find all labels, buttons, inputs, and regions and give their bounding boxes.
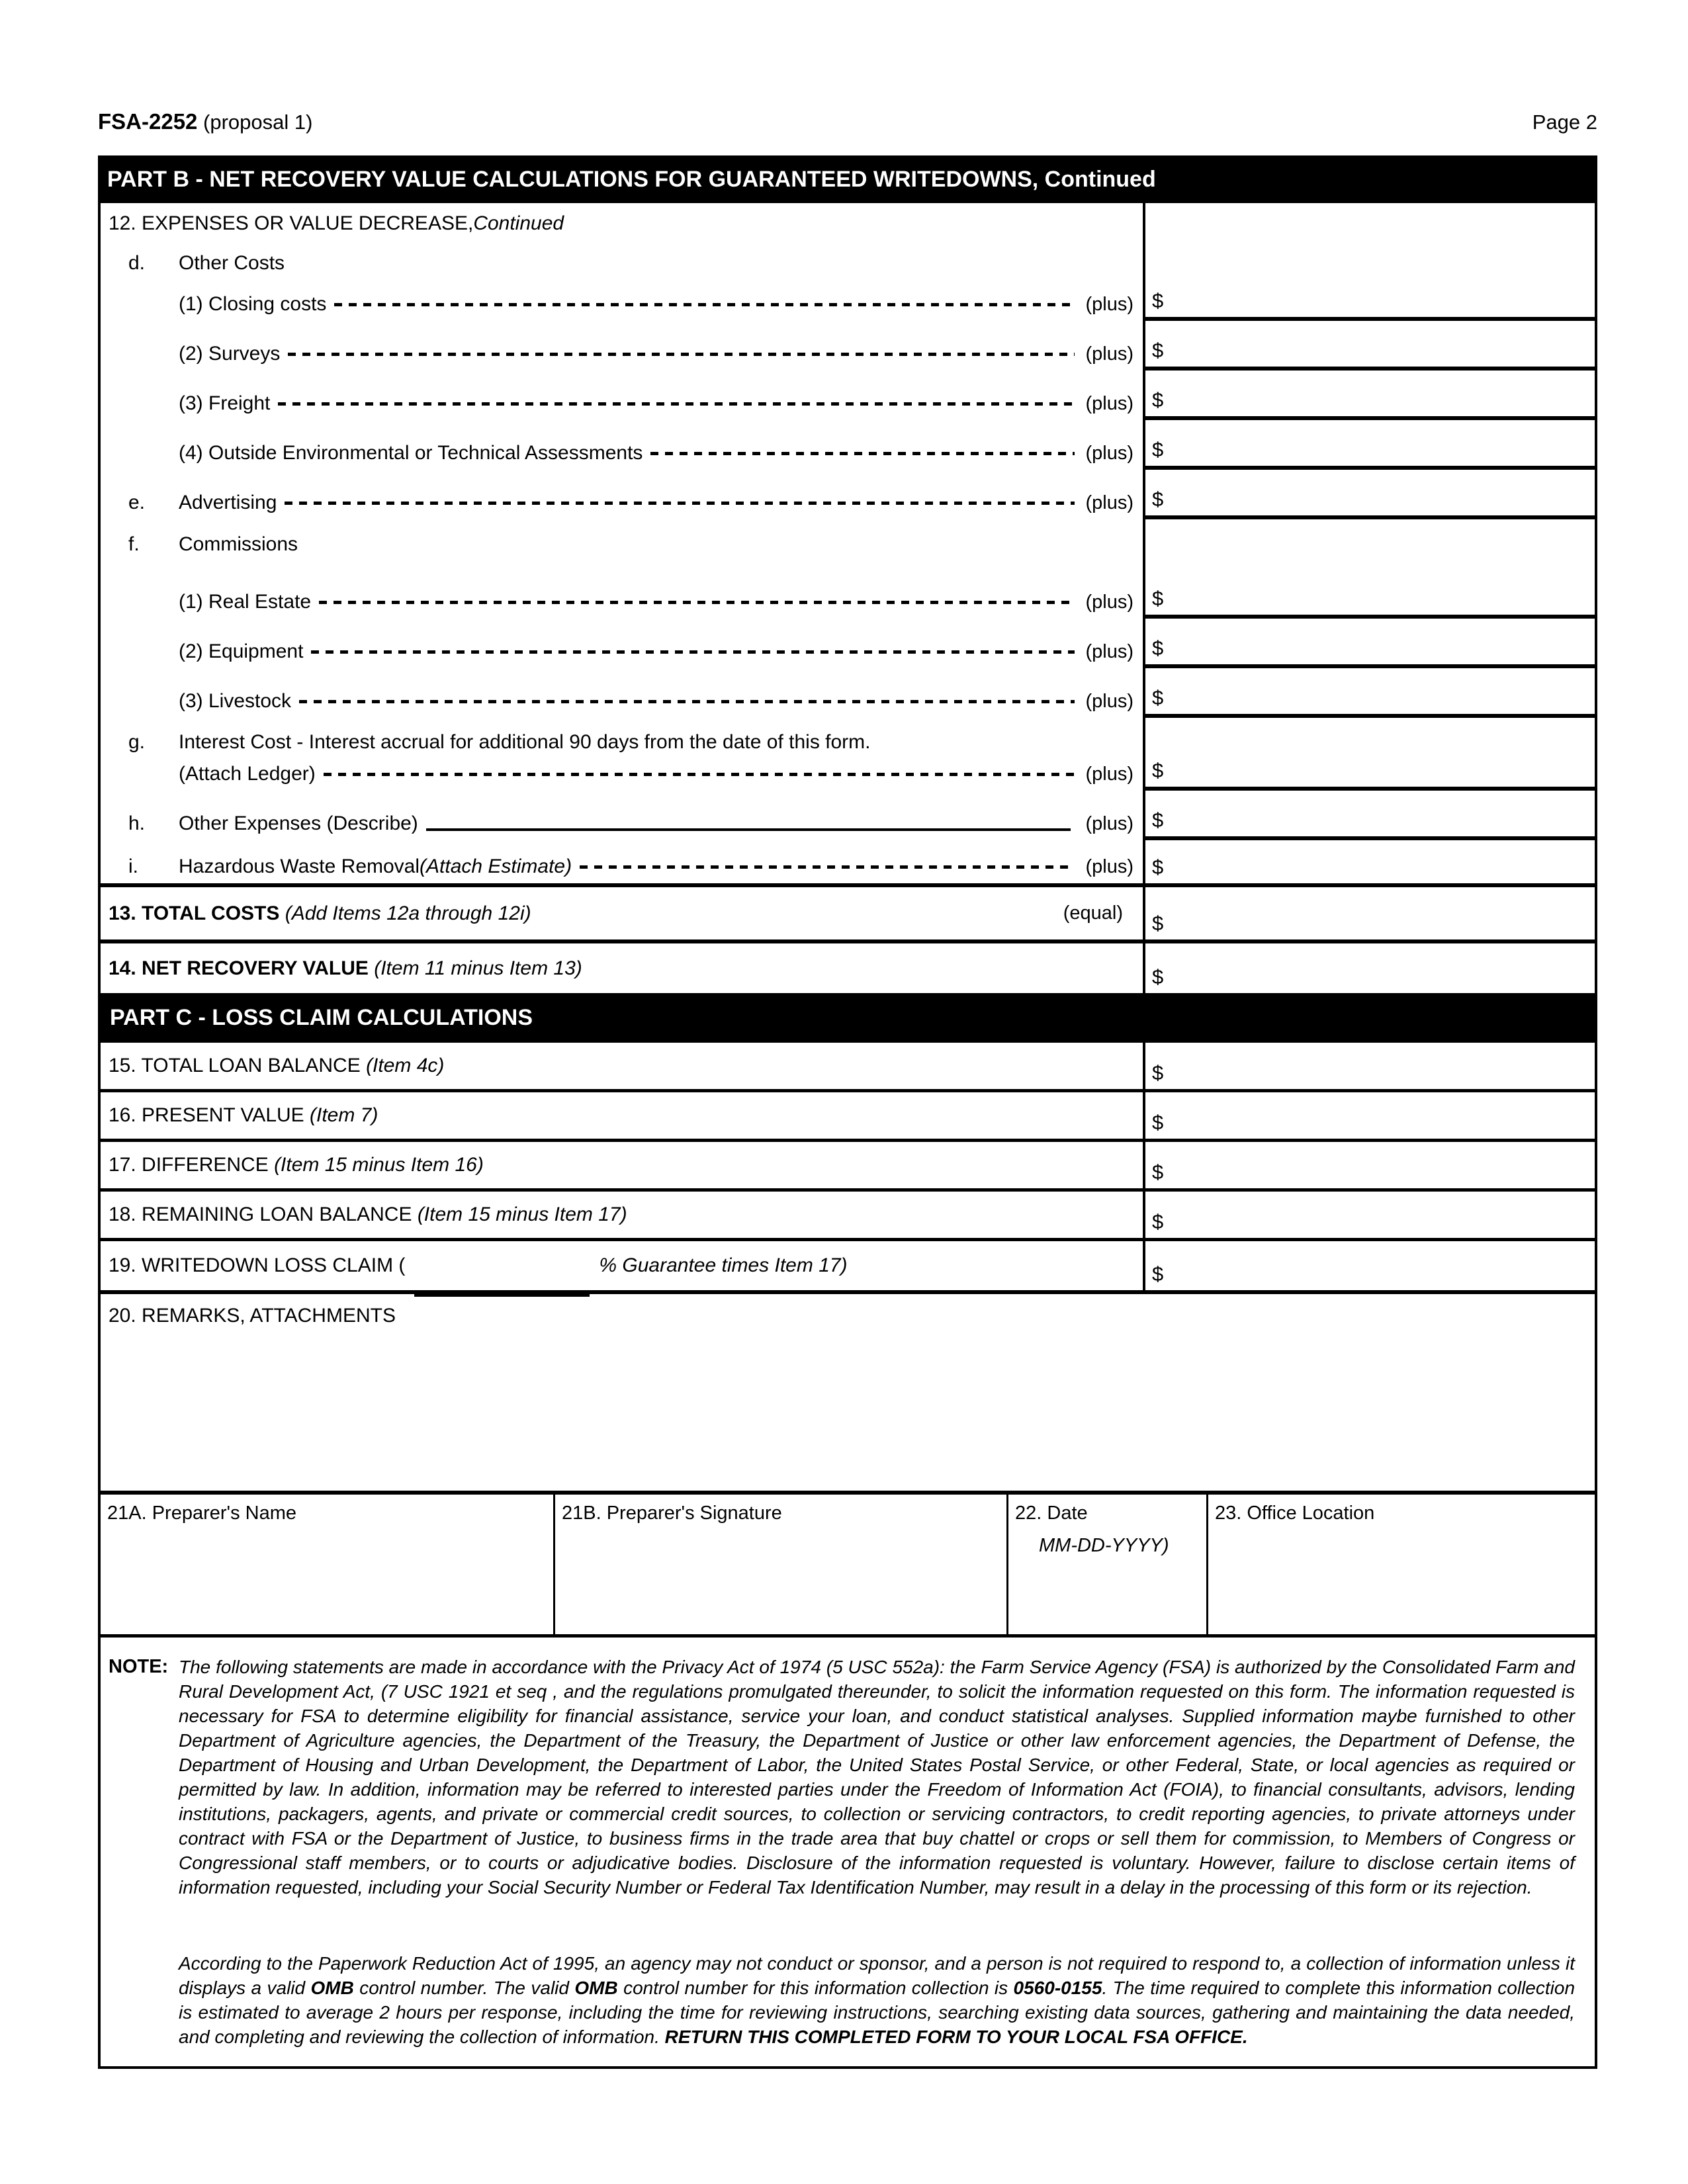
dollar-sign: $: [1152, 855, 1164, 879]
difference-italic: (Item 15 minus Item 16): [274, 1154, 484, 1176]
part-c-title: PART C - LOSS CLAIM CALCULATIONS: [110, 1005, 533, 1030]
row-letter-g: g.: [128, 731, 146, 753]
row-label-attach-ledger: (Attach Ledger): [179, 763, 316, 785]
dollar-sign: $: [1152, 1061, 1164, 1084]
plus-label: (plus): [1085, 641, 1133, 662]
omb-bold: OMB: [574, 1978, 618, 1998]
amount-field-writedown-loss-claim[interactable]: [1143, 1241, 1595, 1290]
row-label-closing-costs: (1) Closing costs: [179, 293, 327, 315]
remaining-loan-balance-text: 18. REMAINING LOAN BALANCE: [109, 1203, 418, 1225]
plus-label: (plus): [1085, 492, 1133, 513]
dotted-leader: [319, 601, 1075, 604]
amount-field-net-recovery-value[interactable]: [1143, 943, 1595, 993]
describe-blank-line[interactable]: [426, 828, 1071, 831]
row-livestock: [109, 668, 1143, 718]
row-label-hazardous-waste: Hazardous Waste Removal: [179, 855, 420, 877]
dollar-sign: $: [1152, 1111, 1164, 1134]
row-environmental-assessments: [109, 420, 1143, 470]
dotted-leader: [334, 303, 1075, 306]
part-c-header: [101, 993, 1595, 1043]
amount-field-interest-cost[interactable]: [1145, 718, 1595, 791]
present-value-text: 16. PRESENT VALUE: [109, 1104, 310, 1126]
dotted-leader: [324, 773, 1075, 776]
present-value-label: [109, 1104, 378, 1127]
row-other-expenses: [109, 791, 1143, 840]
dollar-sign: $: [1152, 1160, 1164, 1184]
row-remaining-loan-balance: [101, 1192, 1595, 1241]
row-label-attach-estimate: (Attach Estimate): [420, 855, 572, 877]
total-costs-label-italic: (Add Items 12a through 12i): [285, 902, 531, 924]
dollar-sign: $: [1152, 965, 1164, 988]
amount-field-equipment[interactable]: [1145, 619, 1595, 668]
remaining-loan-balance-italic: (Item 15 minus Item 17): [417, 1203, 627, 1225]
row-total-costs: [101, 887, 1595, 943]
dollar-sign: $: [1152, 289, 1164, 312]
row-label-other-costs: Other Costs: [179, 252, 285, 274]
equal-label: (equal): [1063, 902, 1123, 924]
row-commissions: [109, 519, 1143, 569]
net-recovery-label-bold: 14. NET RECOVERY VALUE: [109, 957, 375, 979]
dotted-leader: [580, 865, 1075, 869]
return-form-bold: RETURN THIS COMPLETED FORM TO YOUR LOCAL FSA OFFICE.: [664, 2027, 1248, 2047]
dotted-leader: [650, 452, 1075, 455]
prp-text: . The time required to complete this information collection is estimated to average 2 hours per response, including the time for reviewing instructions, searching existing data sources, gathering and maintaining the data needed, and completing and reviewing the collection of information.: [179, 1978, 1576, 2047]
paperwork-reduction-paragraph: [179, 1951, 1575, 2049]
item12-heading-text: 12. EXPENSES OR VALUE DECREASE,: [109, 212, 474, 234]
dollar-sign: $: [1152, 488, 1164, 511]
dollar-sign: $: [1152, 1210, 1164, 1233]
total-loan-balance-italic: (Item 4c): [366, 1055, 445, 1076]
preparer-name-field[interactable]: [101, 1495, 553, 1634]
form-table: [98, 203, 1597, 2069]
dollar-sign: $: [1152, 636, 1164, 660]
form-number-line: [98, 109, 312, 134]
total-loan-balance-label: [109, 1055, 444, 1077]
amount-field-livestock[interactable]: [1145, 668, 1595, 718]
date-label: 22. Date: [1015, 1503, 1088, 1524]
prp-text: control number for this information collection is: [617, 1978, 1014, 1998]
amount-field-total-costs[interactable]: [1143, 887, 1595, 939]
row-label-equipment: (2) Equipment: [179, 640, 304, 662]
difference-label-cell: [101, 1142, 1143, 1188]
plus-label: (plus): [1085, 591, 1133, 613]
net-recovery-label: [109, 957, 582, 980]
row-label-surveys: (2) Surveys: [179, 343, 281, 365]
amount-field-surveys[interactable]: [1145, 321, 1595, 371]
amount-field-hazardous-waste[interactable]: [1145, 840, 1595, 883]
row-letter-d: d.: [128, 252, 146, 274]
preparer-signature-label: 21B. Preparer's Signature: [562, 1503, 782, 1524]
plus-label: (plus): [1085, 813, 1133, 834]
date-field[interactable]: [1006, 1495, 1206, 1634]
present-value-italic: (Item 7): [310, 1104, 378, 1126]
form-variant: (proposal 1): [197, 110, 313, 134]
part-b-header: [98, 155, 1597, 203]
dollar-sign: $: [1152, 759, 1164, 782]
amount-field-other-expenses[interactable]: [1145, 791, 1595, 840]
total-costs-label-bold: 13. TOTAL COSTS: [109, 902, 285, 924]
row-letter-f: f.: [128, 533, 140, 555]
dollar-sign: $: [1152, 1262, 1164, 1286]
prp-text: control number. The valid: [353, 1978, 575, 1998]
plus-label: (plus): [1085, 393, 1133, 414]
preparer-name-label: 21A. Preparer's Name: [107, 1503, 296, 1524]
total-loan-balance-text: 15. TOTAL LOAN BALANCE: [109, 1055, 367, 1076]
document-header: [98, 109, 1597, 134]
dotted-leader: [278, 402, 1075, 406]
plus-label: (plus): [1085, 443, 1133, 464]
total-costs-label: [109, 902, 531, 925]
row-label-real-estate: (1) Real Estate: [179, 591, 312, 613]
row-interest-cost: [109, 718, 1143, 791]
prp-text: According to the Paperwork Reduction Act of 1995, an agency may not conduct or sponsor, and a person is not required to respond to, a collection of information unless it displays a valid: [179, 1953, 1575, 1998]
amount-field-present-value[interactable]: [1143, 1092, 1595, 1139]
row-present-value: [101, 1092, 1595, 1142]
item12-heading: [109, 203, 1143, 244]
row-label-freight: (3) Freight: [179, 392, 271, 414]
amount-field-real-estate[interactable]: [1145, 519, 1595, 619]
amount-field-advertising[interactable]: [1145, 470, 1595, 519]
dotted-leader: [285, 502, 1075, 505]
item12-heading-continued: Continued: [473, 212, 564, 234]
dollar-sign: $: [1152, 808, 1164, 832]
dollar-sign: $: [1152, 388, 1164, 412]
section-item12: [101, 203, 1595, 887]
writedown-loss-claim-text: 19. WRITEDOWN LOSS CLAIM (: [109, 1254, 406, 1276]
amount-field-environmental-assessments[interactable]: [1145, 420, 1595, 470]
plus-label: (plus): [1085, 764, 1133, 785]
row-label-commissions: Commissions: [179, 533, 298, 555]
writedown-loss-claim-italic: % Guarantee times Item 17): [599, 1254, 848, 1276]
office-location-field[interactable]: [1206, 1495, 1595, 1634]
row-closing-costs: [109, 283, 1143, 321]
difference-label: [109, 1154, 484, 1176]
row-label-interest-cost: Interest Cost - Interest accrual for additional 90 days from the date of this form.: [179, 731, 871, 753]
amount-field-difference[interactable]: [1143, 1142, 1595, 1188]
date-format-label: MM-DD-YYYY): [1039, 1535, 1169, 1556]
dotted-leader: [288, 353, 1075, 356]
dollar-sign: $: [1152, 339, 1164, 362]
remaining-loan-balance-label-cell: [101, 1192, 1143, 1238]
dollar-sign: $: [1152, 438, 1164, 461]
dotted-leader: [299, 700, 1075, 703]
row-net-recovery-value: [101, 943, 1595, 993]
plus-label: (plus): [1085, 343, 1133, 365]
amount-field-closing-costs[interactable]: [1145, 203, 1595, 321]
writedown-loss-claim-label-cell: [101, 1241, 1143, 1290]
plus-label: (plus): [1085, 294, 1133, 315]
amount-field-total-loan-balance[interactable]: [1143, 1043, 1595, 1089]
row-total-loan-balance: [101, 1043, 1595, 1092]
dollar-sign: $: [1152, 587, 1164, 610]
row-difference: [101, 1142, 1595, 1192]
privacy-act-paragraph: The following statements are made in accordance with the Privacy Act of 1974 (5 USC 552a): the Farm Service Agency (FSA) is authorized by the Consolidated Farm and Rural Development Act, (7 USC 1921 et seq , and the regulations promulgated thereunder, to solicit the information requested on this form. The information requested is necessary for FSA to determine eligibility for financial assistance, service your loan, and conduct statistical analyses. Supplied information maybe furnished to other Department of Agriculture agencies, the Department of the Treasury, the Department of Justice or other law enforcement agencies, the Department of Defense, the Department of Housing and Urban Development, the Department of Labor, the United States Postal Service, or other Federal, State, or local agencies as required or permitted by law. In addition, information may be referred to interested parties under the Freedom of Information Act (FOIA), to financial consultants, advisors, lending institutions, packagers, agents, and private or commercial credit sources, to collection or servicing contractors, to credit reporting agencies, to private attorneys under contract with FSA or the Department of Justice, to business firms in the trade area that buy chattel or crops or sell them for commission, to Members of Congress or Congressional staff members, or to courts or adjudicative bodies. Disclosure of the information requested is voluntary. However, failure to disclose certain items of information requested, including your Social Security Number or Federal Tax Identification Number, may result in a delay in the processing of this form or its rejection.: [179, 1657, 1575, 1898]
omb-number-bold: 0560-0155: [1013, 1978, 1102, 1998]
item12-amount-column: [1143, 203, 1595, 883]
row-surveys: [109, 321, 1143, 371]
page-number: Page 2: [1532, 110, 1597, 134]
guarantee-percent-blank[interactable]: [414, 1272, 590, 1297]
preparer-signature-field[interactable]: [553, 1495, 1006, 1634]
office-location-label: 23. Office Location: [1215, 1503, 1375, 1524]
remaining-loan-balance-label: [109, 1203, 627, 1226]
interest-cost-line1: [109, 731, 1143, 754]
row-hazardous-waste: [109, 840, 1143, 883]
row-label-environmental-assessments: (4) Outside Environmental or Technical Assessments: [179, 442, 643, 464]
net-recovery-label-cell: [101, 943, 1143, 993]
item12-labels-column: [101, 203, 1143, 883]
row-freight: [109, 371, 1143, 420]
row-label-other-expenses: Other Expenses (Describe): [179, 812, 418, 834]
row-label-advertising: Advertising: [179, 492, 277, 513]
dollar-sign: $: [1152, 686, 1164, 709]
amount-field-freight[interactable]: [1145, 371, 1595, 420]
row-letter-e: e.: [128, 492, 146, 513]
row-other-costs: [109, 244, 1143, 283]
part-b-title: PART B - NET RECOVERY VALUE CALCULATIONS FOR GUARANTEED WRITEDOWNS, Continued: [107, 166, 1156, 192]
interest-cost-line2: [109, 763, 1143, 785]
row-letter-i: i.: [128, 855, 138, 877]
dollar-sign: $: [1152, 912, 1164, 935]
omb-bold: OMB: [310, 1978, 354, 1998]
row-real-estate: [109, 569, 1143, 619]
plus-label: (plus): [1085, 691, 1133, 712]
row-letter-h: h.: [128, 812, 146, 834]
remarks-attachments-label: 20. REMARKS, ATTACHMENTS: [109, 1305, 396, 1327]
difference-text: 17. DIFFERENCE: [109, 1154, 275, 1176]
privacy-act-note: [101, 1638, 1595, 2066]
remarks-attachments-field[interactable]: [101, 1294, 1595, 1495]
dotted-leader: [311, 650, 1075, 654]
total-loan-balance-label-cell: [101, 1043, 1143, 1089]
row-label-livestock: (3) Livestock: [179, 690, 292, 712]
row-writedown-loss-claim: [101, 1241, 1595, 1294]
present-value-label-cell: [101, 1092, 1143, 1139]
total-costs-label-cell: [101, 887, 1143, 939]
plus-label: (plus): [1085, 856, 1133, 877]
form-number: FSA-2252: [98, 109, 198, 134]
amount-field-remaining-loan-balance[interactable]: [1143, 1192, 1595, 1238]
net-recovery-label-italic: (Item 11 minus Item 13): [374, 957, 582, 979]
signature-row: [101, 1495, 1595, 1638]
note-label: NOTE:: [109, 1656, 169, 1677]
row-equipment: [109, 619, 1143, 668]
row-advertising: [109, 470, 1143, 519]
